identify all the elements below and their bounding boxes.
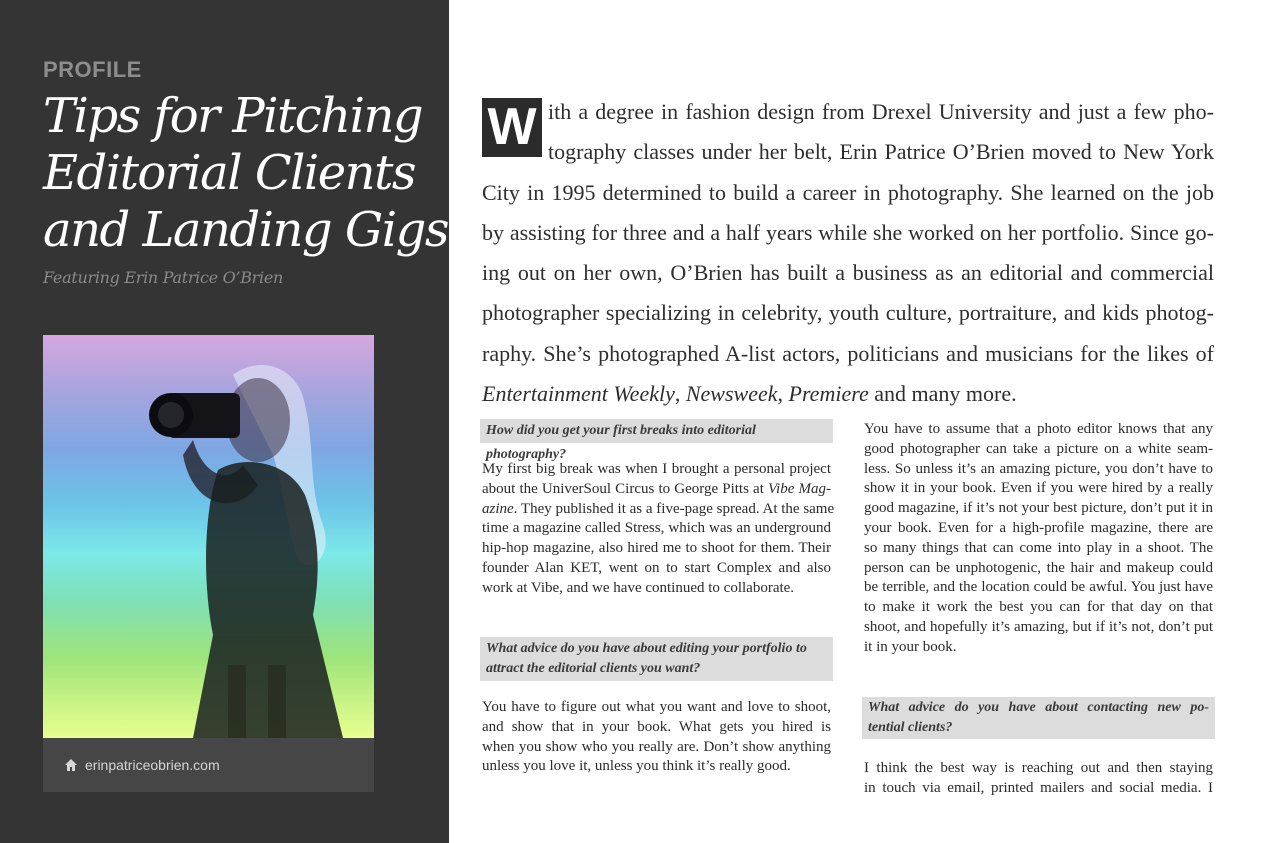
section-kicker: PROFILE <box>43 57 142 82</box>
answer-line: your book. Even for a high-profile magazine, there are <box>864 519 1213 536</box>
magazine-name: Vibe Mag- <box>768 480 831 497</box>
answer-line: My first big break was when I brought a personal project <box>482 461 831 477</box>
lede-line: raphy. She’s photographed A-list actors, politicians and musicians for the likes of <box>482 340 1214 366</box>
magazine-name: azine <box>482 500 514 517</box>
question-text: How did you get your first breaks into editorial photography? <box>486 423 756 462</box>
lede-paragraph <box>482 92 1214 414</box>
answer-line: hip-hop magazine, also hired me to shoot for them. Their <box>482 540 831 557</box>
title-line: Editorial Clients <box>43 145 415 201</box>
answer-line <box>482 480 831 500</box>
drop-cap: W <box>482 98 542 157</box>
answer-line: be terrible, and the location could be awful. You just have <box>864 579 1213 596</box>
answer-line: show it in your book. Even if you were hired by a really <box>864 480 1213 497</box>
title-line: Tips for Pitching <box>43 88 423 144</box>
answer-line: good magazine, if it’s not your best picture, don’t put it in <box>864 500 1213 517</box>
answer-text: . They published it as a five-page spread. At the same <box>513 500 835 517</box>
lede-line: by assisting for three and a half years while she worked on her portfolio. Since go- <box>482 219 1214 245</box>
lede-line: ing out on her own, O’Brien has built a business as an editorial and commercial <box>482 260 1214 286</box>
answer-line: unless you love it, unless you think it’s really good. <box>482 758 791 775</box>
answer-paragraph <box>864 420 1213 658</box>
answer-text: about the UniverSoul Circus to George Pitts at <box>482 480 768 497</box>
answer-paragraph <box>482 460 835 599</box>
answer-line: in touch via email, printed mailers and social media. I <box>864 779 1213 796</box>
answer-line: You have to figure out what you want and love to shoot, <box>482 699 831 715</box>
separator: , <box>674 381 686 407</box>
lede-line: ith a degree in fashion design from Drexel University and just a few pho- <box>548 99 1214 124</box>
answer-paragraph <box>482 698 831 777</box>
website-url[interactable]: erinpatriceobrien.com <box>85 757 220 773</box>
answer-line: to make it work the best you can for that day on that <box>864 599 1213 616</box>
publication-name: Premiere <box>788 381 869 407</box>
question-heading <box>480 419 833 462</box>
lede-tail: and many more. <box>868 381 1017 407</box>
article-title <box>43 88 448 259</box>
lede-line: tography classes under her belt, Erin Patrice O’Brien moved to New York <box>548 139 1214 165</box>
answer-line: so many things that can come into play in a shoot. The <box>864 539 1213 556</box>
photographer-silhouette <box>43 335 374 738</box>
answer-line: and show that in your book. What gets you hired is <box>482 718 831 735</box>
answer-line: You have to assume that a photo editor knows that any <box>864 421 1213 437</box>
question-text: What advice do you have about contacting new po- <box>868 700 1209 715</box>
question-text: What advice do you have about editing your portfolio to <box>486 641 807 656</box>
answer-line: I think the best way is reaching out and then staying <box>864 760 1213 776</box>
answer-line: when you show who you really are. Don’t show anything <box>482 738 831 755</box>
answer-line <box>482 500 835 520</box>
answer-line: it in your book. <box>864 638 957 655</box>
photographer-photo <box>43 335 374 738</box>
answer-paragraph <box>864 759 1213 799</box>
answer-line: work at Vibe, and we have continued to collaborate. <box>482 579 795 596</box>
question-heading <box>862 697 1215 739</box>
home-icon <box>64 758 78 772</box>
lede-line: photographer specializing in celebrity, youth culture, portraiture, and kids photog- <box>482 300 1214 326</box>
answer-line: less. So unless it’s an amazing picture, you don’t have to <box>864 460 1213 477</box>
lede-line-last <box>482 374 1214 414</box>
photo-card <box>43 335 374 792</box>
answer-line: time a magazine called Stress, which was an underground <box>482 520 831 537</box>
publication-name: Newsweek <box>685 381 778 407</box>
answer-line: founder Alan KET, went on to start Complex and also <box>482 559 831 576</box>
title-line: and Landing Gigs <box>43 202 448 258</box>
article-subtitle: Featuring Erin Patrice O’Brien <box>43 268 284 287</box>
website-link[interactable] <box>43 738 374 792</box>
publication-name: Entertainment Weekly <box>482 381 675 407</box>
answer-line: shoot, and hopefully it’s amazing, but if it’s not, don’t put <box>864 618 1213 635</box>
lede-line: City in 1995 determined to build a career in photography. She learned on the job <box>482 179 1214 205</box>
answer-line: good photographer can take a picture on a white seam- <box>864 440 1213 457</box>
question-text: tential clients? <box>868 720 953 735</box>
question-heading <box>480 637 833 681</box>
answer-line: person can be unphotogenic, the hair and makeup could <box>864 559 1213 576</box>
question-text: attract the editorial clients you want? <box>486 661 701 676</box>
profile-sidebar <box>0 0 449 843</box>
separator: , <box>777 381 789 407</box>
